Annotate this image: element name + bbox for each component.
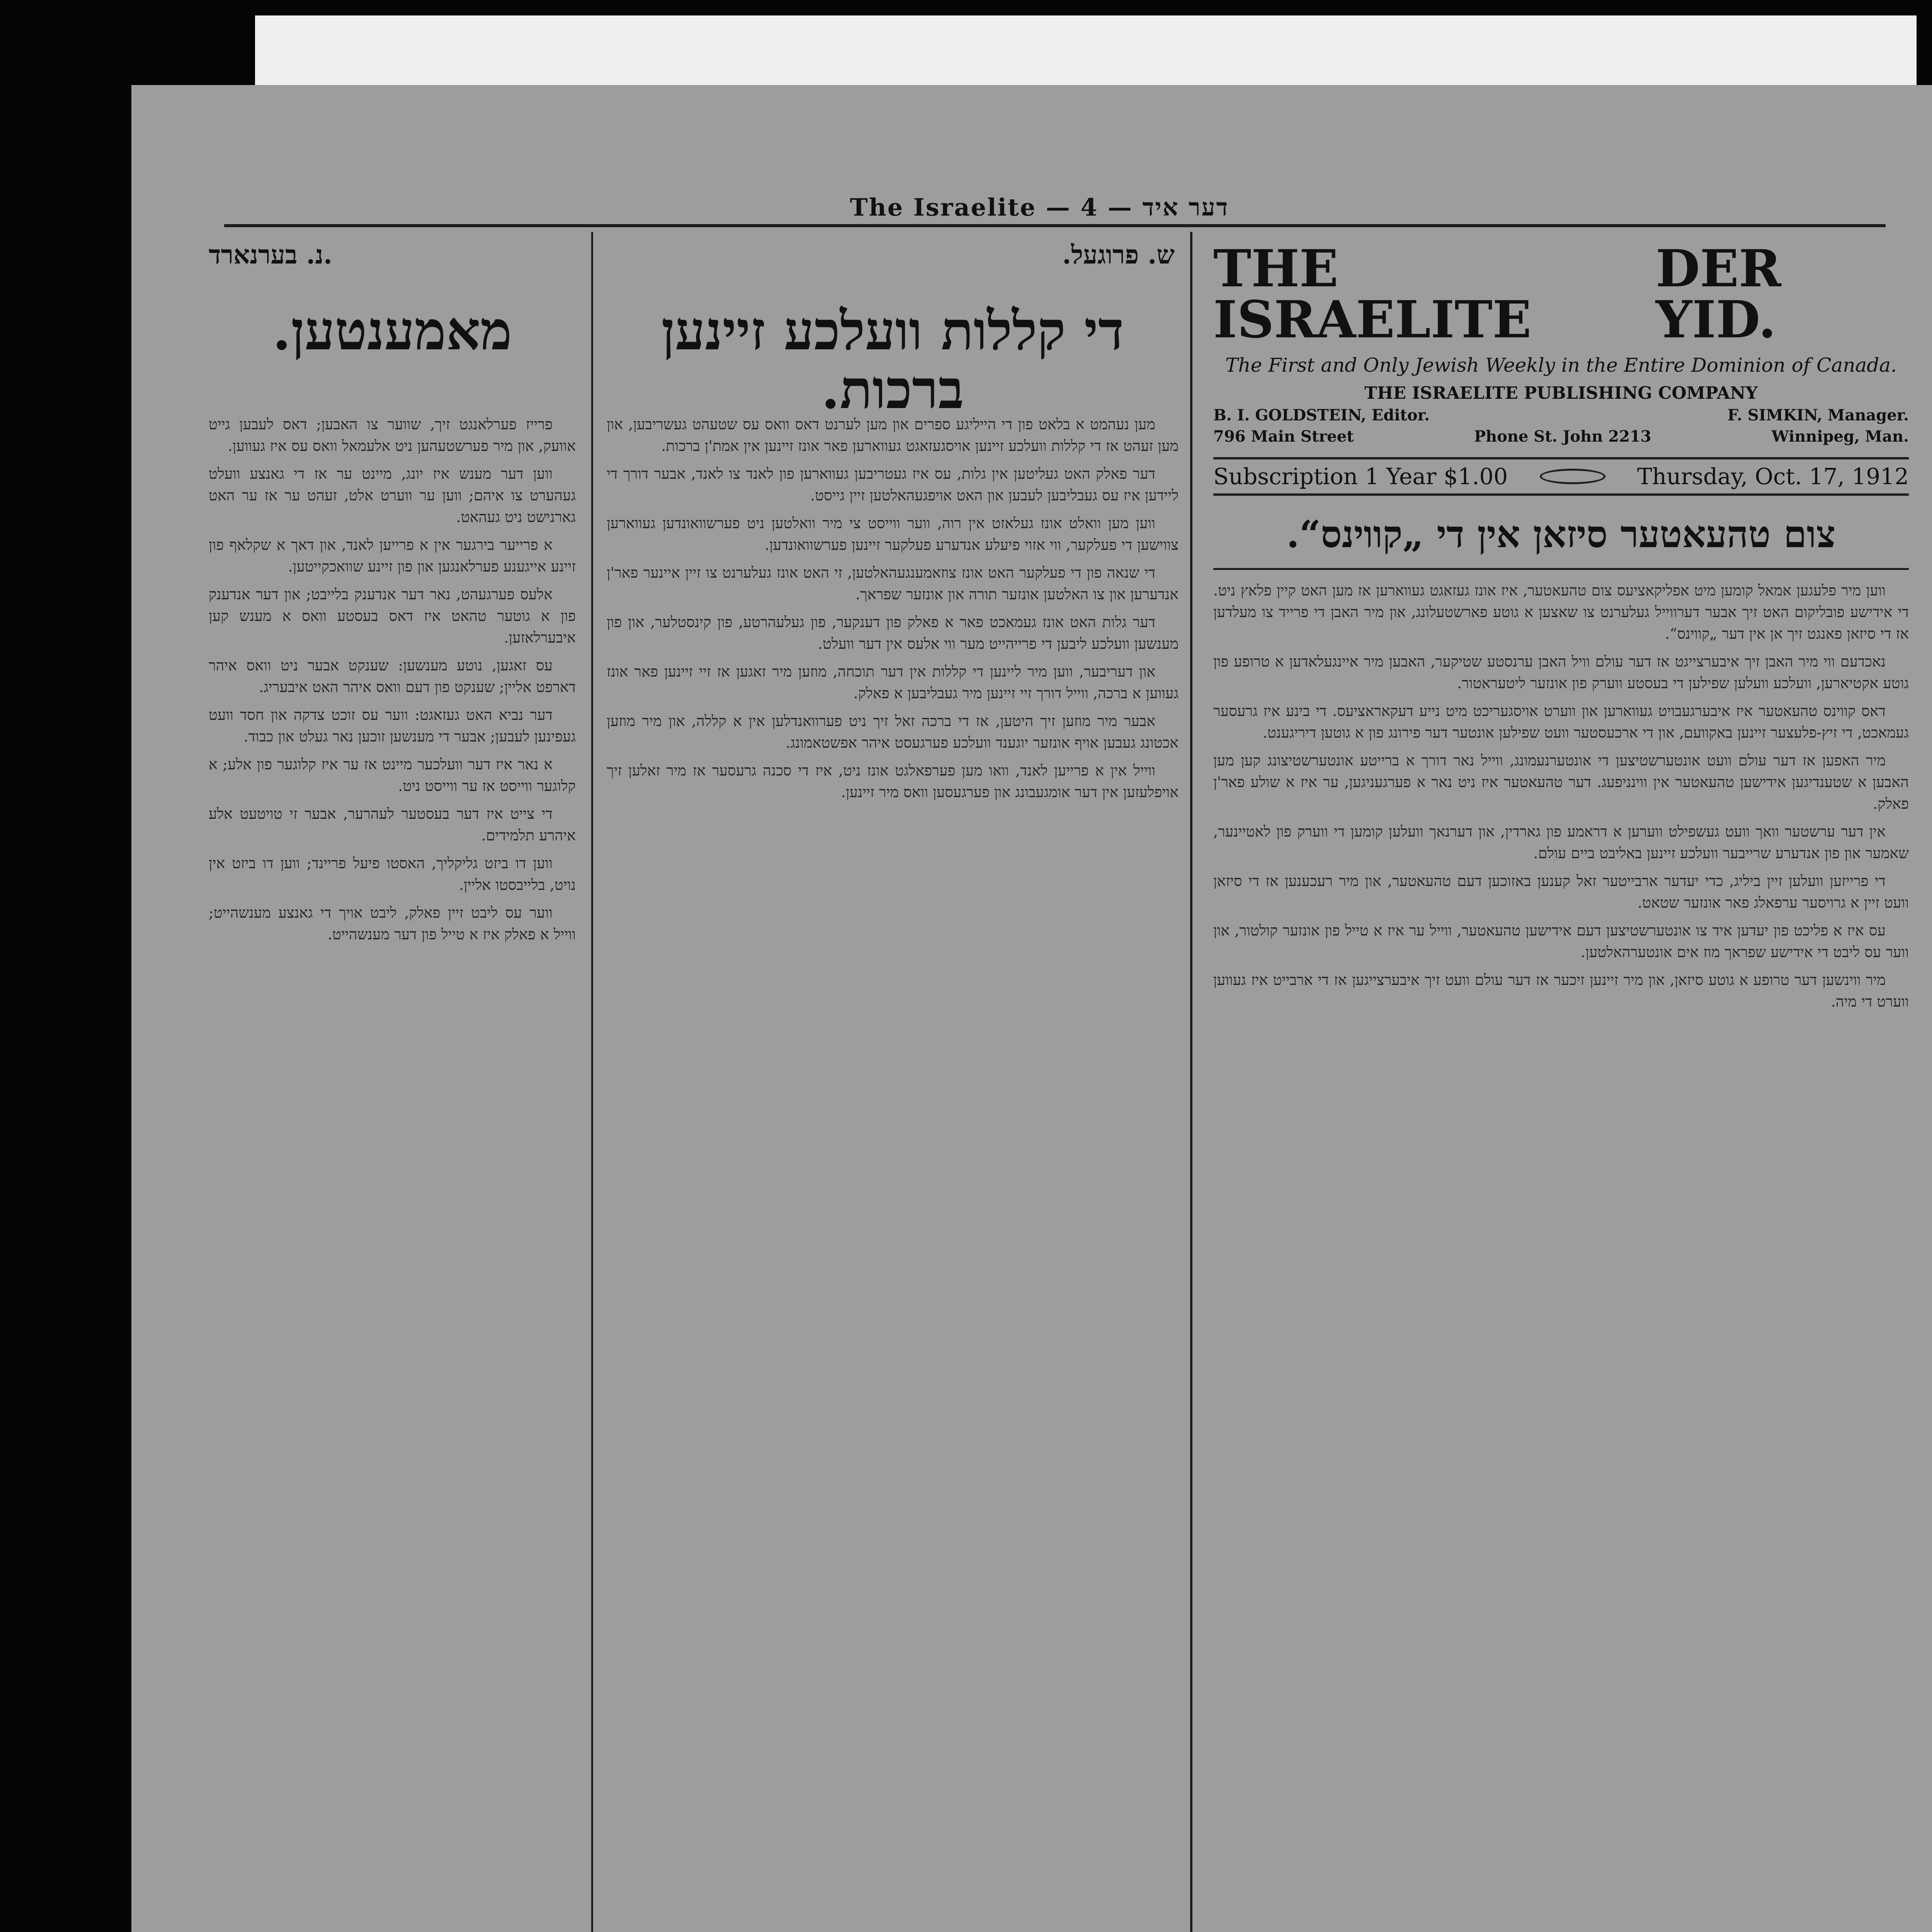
curses-paragraph: ווייל אין א פרייען לאנד, וואו מען פערפאלגט אונז ניט, איז די סכנה גרעסער אז מיר זאלען זיך אויפלעזען אין דער אומגעבונג און פערגעסען וואס מיר זיינען. xyxy=(607,762,1179,801)
moments-paragraph: ווער עס ליבט זיין פאלק, ליבט אויך די גאנצע מענשהייט; ווייל א פאלק איז א טייל פון דער מענשהייט. xyxy=(209,904,576,943)
curses-column xyxy=(607,413,1179,1932)
curses-paragraph: מען נעהמט א בלאט פון די הייליגע ספרים און מען לערנט דאס וואס עס שטעהט געשריבען, און מען זעהט אז די קללות וועלכע זיינען אויסגעזאגט געווארען פאר אונז זיינען אין אמת'ן ברכות. xyxy=(607,416,1179,454)
editorial-paragraph: מיר ווינשען דער טרופע א גוטע סיזאן, און מיר זיינען זיכער אז דער עולם וועט זיך איבערצייגען אז די ארבייט איז געווען ווערט די מיה. xyxy=(1213,971,1909,1010)
running-head: The Israelite — 4 — דער איד xyxy=(850,193,1229,221)
masthead xyxy=(1213,239,1909,496)
moments-headline: מאמענטען. xyxy=(272,299,512,362)
publisher-name: THE ISRAELITE PUBLISHING COMPANY xyxy=(1364,383,1758,403)
city: Winnipeg, Man. xyxy=(1771,427,1909,446)
manager-name: F. SIMKIN, Manager. xyxy=(1727,406,1909,424)
top-rule xyxy=(224,224,1886,227)
newspaper-page xyxy=(131,85,1932,1932)
ornament-icon xyxy=(1540,469,1605,484)
curses-author: ש. פרוגעל. xyxy=(1062,240,1175,270)
editorial-column xyxy=(1213,580,1909,1932)
subscription-price: Subscription 1 Year $1.00 xyxy=(1213,463,1508,490)
moments-paragraph: דער נביא האט געזאגט: ווער עס זוכט צדקה און חסד וועט געפינען לעבען; אבער די מענשען זוכען נאר געלט און כבוד. xyxy=(209,706,576,745)
moments-paragraph: פרייז פערלאנגט זיך, שווער צו האבען; דאס לעבען גייט אוועק, און מיר פערשטעהען ניט אלעמאל וואס עס איז געווען. xyxy=(209,416,576,454)
masthead-tagline: The First and Only Jewish Weekly in the Entire Dominion of Canada. xyxy=(1225,354,1897,376)
column-divider xyxy=(591,232,593,1932)
curses-paragraph: דער גלות האט אונז געמאכט פאר א פאלק פון דענקער, פון געלעהרטע, פון קינסטלער, און פון מענשען וועלכע ליבען די פרייהייט מער ווי אלעס אין דער וועלט. xyxy=(607,614,1179,652)
masthead-title-yi: DER YID. xyxy=(1655,239,1781,350)
editorial-paragraph: מיר האפען אז דער עולם וועט אונטערשטיצען די אונטערנעמונג, ווייל נאר דורך א ברייטע אונטערשטיצונג קען מען האבען א שטענדיגען אידישען טהעאטער אין ווינניפעג. דער טהעאטער איז ניט נאר א פערגעניגען, ער איז א שולע פאר'ן פאלק. xyxy=(1213,752,1909,812)
moments-paragraph: אלעס פערגעהט, נאר דער אנדענק בלייבט; און דער אנדענק פון א גוטער טהאט איז דאס בעסטע וואס א מענש קען איבערלאזען. xyxy=(209,586,576,646)
masthead-title-en: THE ISRAELITE xyxy=(1213,239,1532,350)
editorial-paragraph: נאכדעם ווי מיר האבן זיך איבערצייגט אז דער עולם וויל האבן ערנסטע שטיקער, האבען מיר איינגעלאדען א טרופע פון גוטע אקטיארען, וועלכע וועלען שפילען די בעסטע ווערק פון אונזער ליטעראטור. xyxy=(1213,653,1909,692)
editorial-paragraph: עס איז א פליכט פון יעדען איד צו אונטערשטיצען דעם אידישען טהעאטער, ווייל ער איז א טייל פון אונזער קולטור, און ווער עס ליבט די אידישע שפראך מוז אים אונטערהאלטען. xyxy=(1213,922,1909,961)
column-divider xyxy=(1190,232,1192,1932)
editorial-rule xyxy=(1213,568,1909,570)
curses-paragraph: און דעריבער, ווען מיר ליינען די קללות אין דער תוכחה, מוזען מיר זאגען אז זיי זיינען פאר אונז געווען א ברכה, ווייל דורך זיי זיינען מיר געבליבען א פאלק. xyxy=(607,663,1179,702)
curses-paragraph: די שנאה פון די פעלקער האט אונז צוזאמענגעהאלטען, זי האט אונז געלערנט צו זיין איינער פאר'ן אנדערען און צו האלטען אונזער תורה און אונזער שפראך. xyxy=(607,564,1179,603)
curses-headline: די קללות וועלכע זיינען ברכות. xyxy=(661,299,1124,421)
moments-paragraph: א נאר איז דער וועלכער מיינט אז ער איז קלוגער פון אלע; א קלוגער ווייסט אז ער ווייסט ניט. xyxy=(209,756,576,794)
phone-number: Phone St. John 2213 xyxy=(1474,427,1651,446)
moments-author: נ. בערנארד. xyxy=(209,240,332,270)
editor-name: B. I. GOLDSTEIN, Editor. xyxy=(1213,406,1430,424)
curses-paragraph: אבער מיר מוזען זיך היטען, אז די ברכה זאל זיך ניט פערוואנדלען אין א קללה, און מיר מוזען אכטונג געבען אויף אונזער יוגענד וועלכע פערגעסט איהר אפשטאמונג. xyxy=(607,713,1179,751)
editorial-paragraph: דאס קווינס טהעאטער איז איבערגעבויט געווארען און ווערט אויסגעריכט מיט נייע דעקאראציעס. די בינע איז גרעסער געמאכט, די זיץ-פלעצער זיינען באקוועם, און די ארכעסטער וועט שפילען אונטער דער פירונג פון א גוטען דיריגענט. xyxy=(1213,702,1909,741)
street-address: 796 Main Street xyxy=(1213,427,1354,446)
moments-paragraph: די צייט איז דער בעסטער לעהרער, אבער זי טויטעט אלע איהרע תלמידים. xyxy=(209,805,576,844)
moments-paragraph: ווען דו ביזט גליקליך, האסטו פיעל פריינד; ווען דו ביזט אין נויט, בלייבסטו אליין. xyxy=(209,855,576,893)
editorial-paragraph: אין דער ערשטער וואך וועט געשפילט ווערען א דראמע פון גארדין, און דערנאך וועלען קומען די ווערק פון לאטיינער, שאמער און פון אנדערע שרייבער וועלכע זיינען באליבט ביים עולם. xyxy=(1213,823,1909,862)
moments-paragraph: א פרייער בירגער אין א פרייען לאנד, און דאך א שקלאף פון זיינע אייגענע פערלאנגען און פון זיינע שוואכקייטען. xyxy=(209,536,576,575)
editorial-headline: צום טהעאטער סיזאן אין די „קווינס“. xyxy=(1286,512,1836,556)
curses-paragraph: דער פאלק האט געליטען אין גלות, עס איז געטריבען געווארען פון לאנד צו לאנד, אבער דורך די ליידען איז עס געבליבען לעבען און האט אויפגעהאלטען זיין גייסט. xyxy=(607,465,1179,504)
editorial-paragraph: ווען מיר פלעגען אמאל קומען מיט אפליקאציעס צום טהעאטער, איז אונז געזאגט געווארען אז מען האט קיין פלאץ ניט. די אידישע פובליקום האט זיך אבער דערווייל געלערנט צו שאצען א גוטע פארשטעלונג, און מיר האבן די פרייד צו מעלדען אז די סיזאן פאנגט זיך אן אין דער „קווינס“. xyxy=(1213,582,1909,642)
moments-paragraph: ווען דער מענש איז יונג, מיינט ער אז די גאנצע וועלט געהערט צו איהם; ווען ער ווערט אלט, זעהט ער אז ער האט גארנישט ניט געהאט. xyxy=(209,465,576,526)
moments-paragraph: עס זאגען, נוטע מענשען: שענקט אבער ניט וואס איהר דארפט אליין; שענקט פון דעם וואס איהר האט איבעריג. xyxy=(209,657,576,696)
curses-paragraph: ווען מען וואלט אונז געלאזט אין רוה, ווער ווייסט צי מיר וואלטען ניט פערשוואונדען געווארען צווישען די פעלקער, ווי אזוי פיעלע אנדערע פעלקער זיינען פערשוואונדען. xyxy=(607,515,1179,553)
issue-date: Thursday, Oct. 17, 1912 xyxy=(1637,463,1909,490)
editorial-paragraph: די פרייזען וועלען זיין ביליג, כדי יעדער ארבייטער זאל קענען באזוכען דעם טהעאטער, און מיר רעכענען אז די סיזאן וועט זיין א גרויסער ערפאלג פאר אונזער שטאט. xyxy=(1213,872,1909,911)
moments-column xyxy=(209,413,576,1932)
